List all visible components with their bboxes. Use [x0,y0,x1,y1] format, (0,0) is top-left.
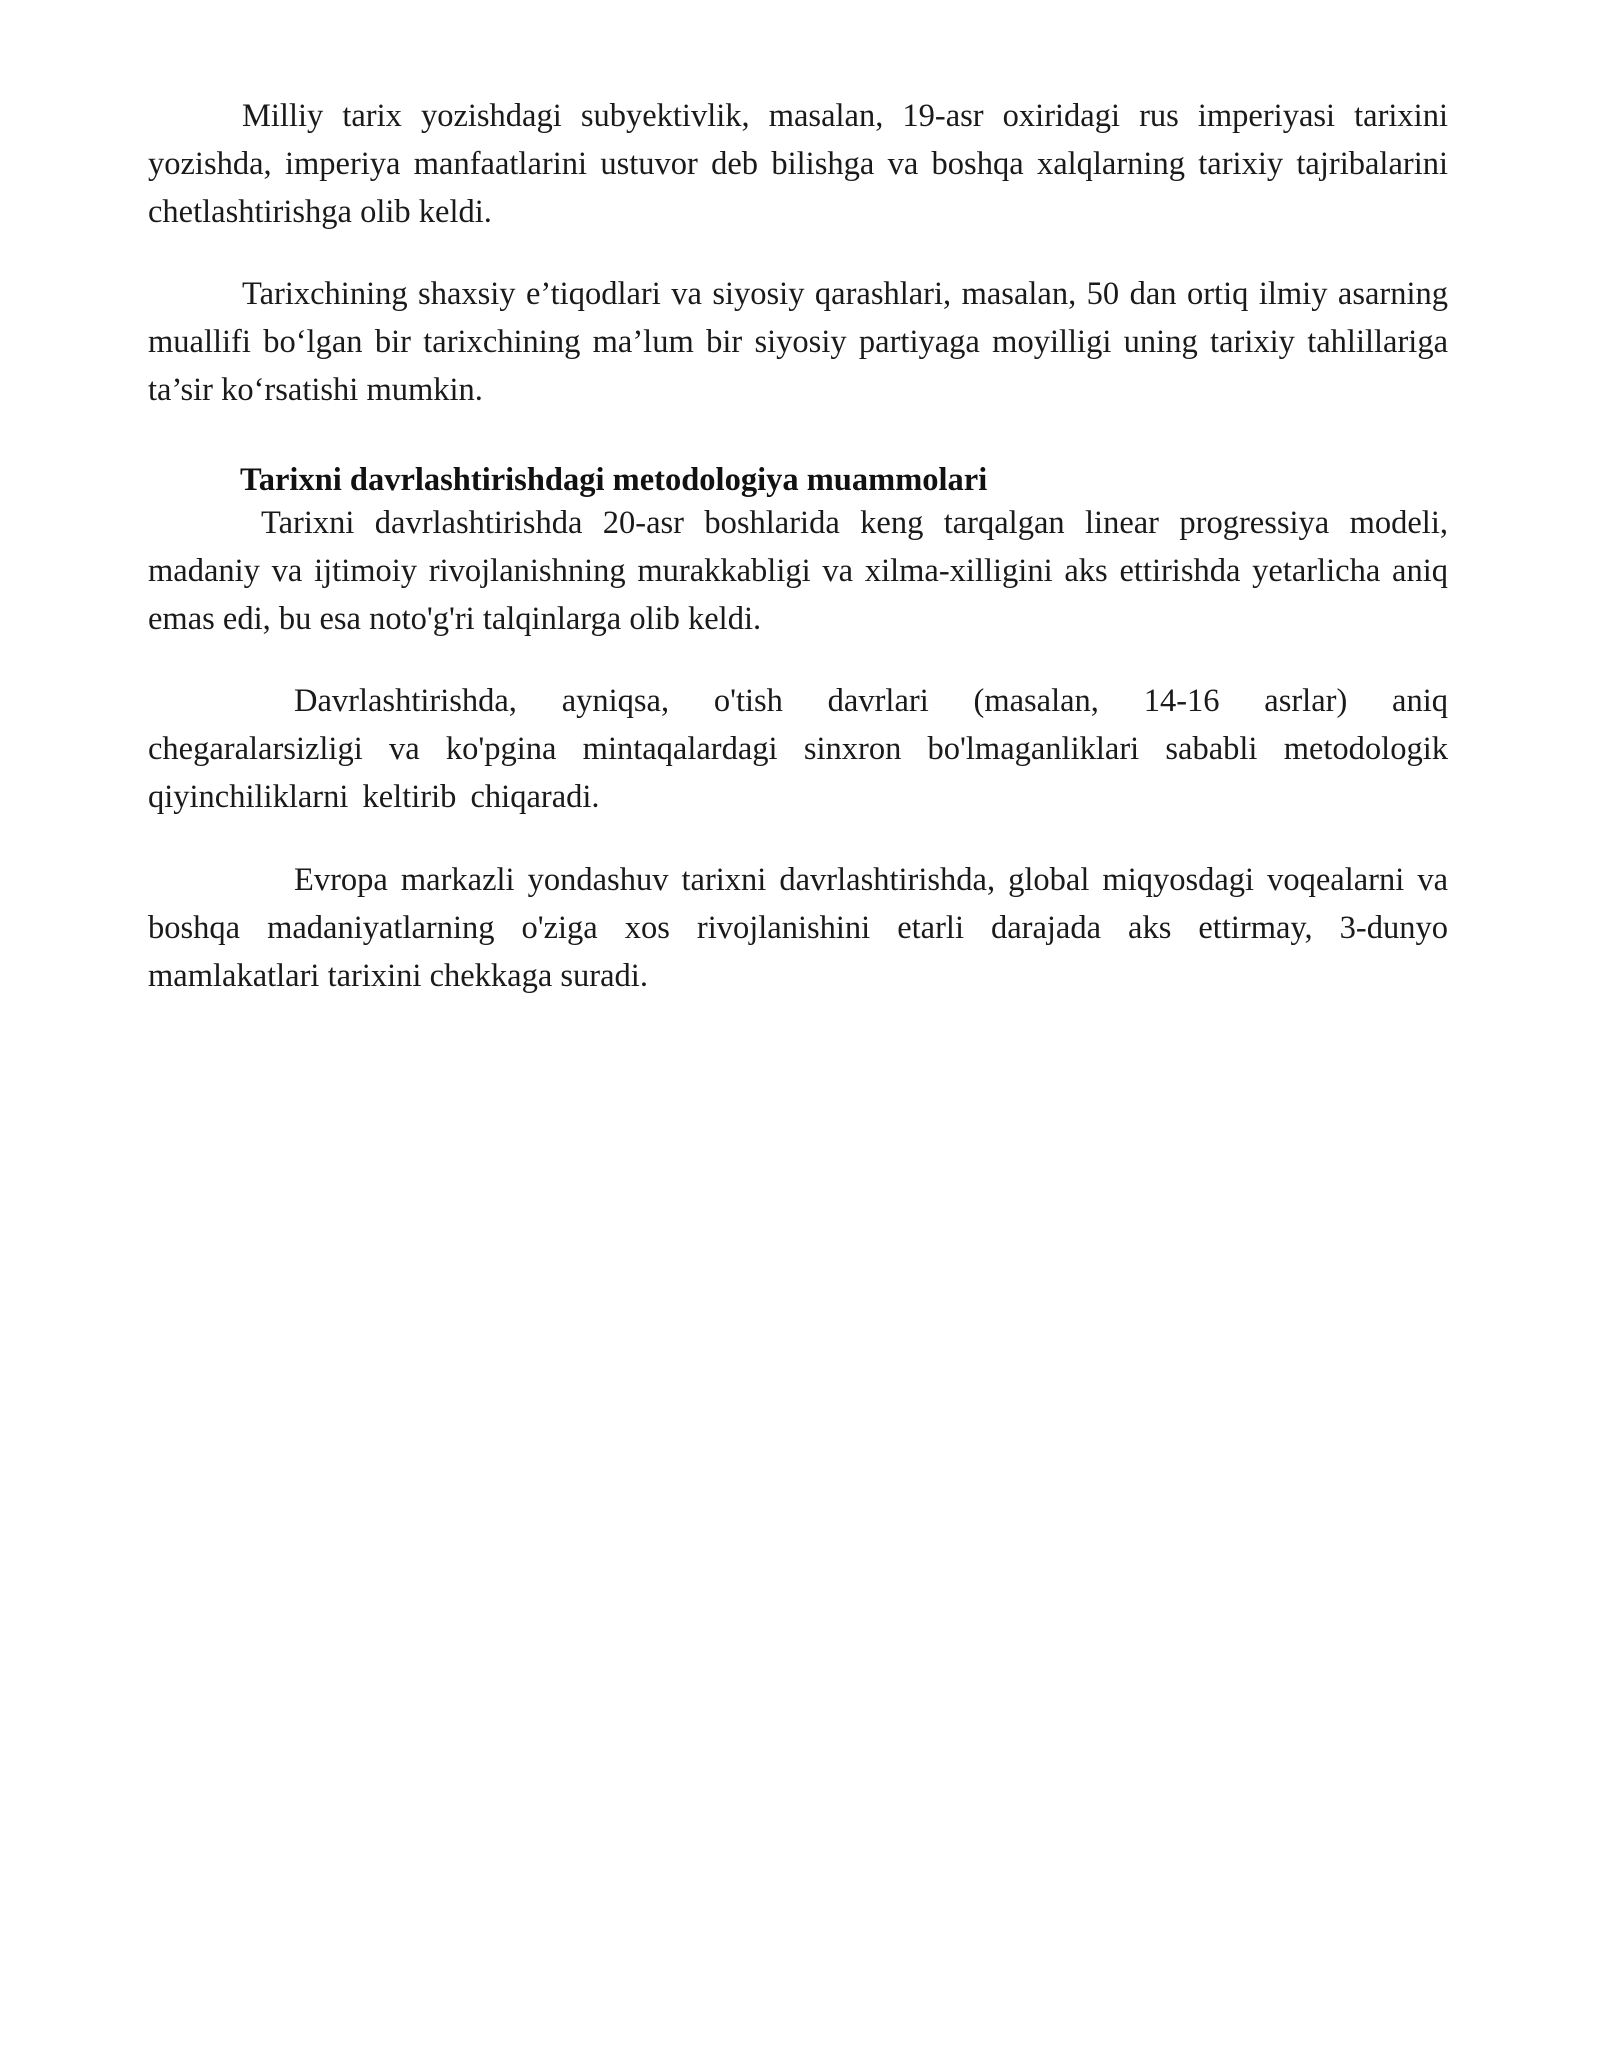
paragraph-eurocentric-approach: Evropa markazli yondashuv tarixni davrlashtirishda, global miqyosdagi voqealarni va boshqa madaniyatlarning o'ziga xos rivojlanishini etarli darajada aks ettirmay, 3-dunyo mamlakatlari tarixini chekkaga suradi. [148,862,1448,994]
paragraph-transition-periods: Davrlashtirishda, ayniqsa, o'tish davrlari (masalan, 14-16 asrlar) aniq chegaralarsizligi va ko'pgina mintaqalardagi sinxron bo'lmaganliklari sababli metodologik qiyinchiliklarni keltirib chiqaradi. [148,683,1448,815]
paragraph-linear-progression: Tarixni davrlashtirishda 20-asr boshlarida keng tarqalgan linear progressiya modeli, madaniy va ijtimoiy rivojlanishning murakkabligi va xilma-xilligini aks ettirishda yetarlicha aniq emas edi, bu esa noto'g'ri talqinlarga olib keldi. [148,505,1448,637]
section-heading: Tarixni davrlashtirishdagi metodologiya muammolari [240,462,988,498]
paragraph-historian-beliefs: Tarixchining shaxsiy e’tiqodlari va siyosiy qarashlari, masalan, 50 dan ortiq ilmiy asarning muallifi bo‘lgan bir tarixchining ma’lum bir siyosiy partiyaga moyilligi uning tarixiy tahlillariga ta’sir ko‘rsatishi mumkin. [148,276,1448,408]
paragraph-subjectivity: Milliy tarix yozishdagi subyektivlik, masalan, 19-asr oxiridagi rus imperiyasi tarixini yozishda, imperiya manfaatlarini ustuvor deb bilishga va boshqa xalqlarning tarixiy tajribalarini chetlashtirishga olib keldi. [148,98,1448,230]
